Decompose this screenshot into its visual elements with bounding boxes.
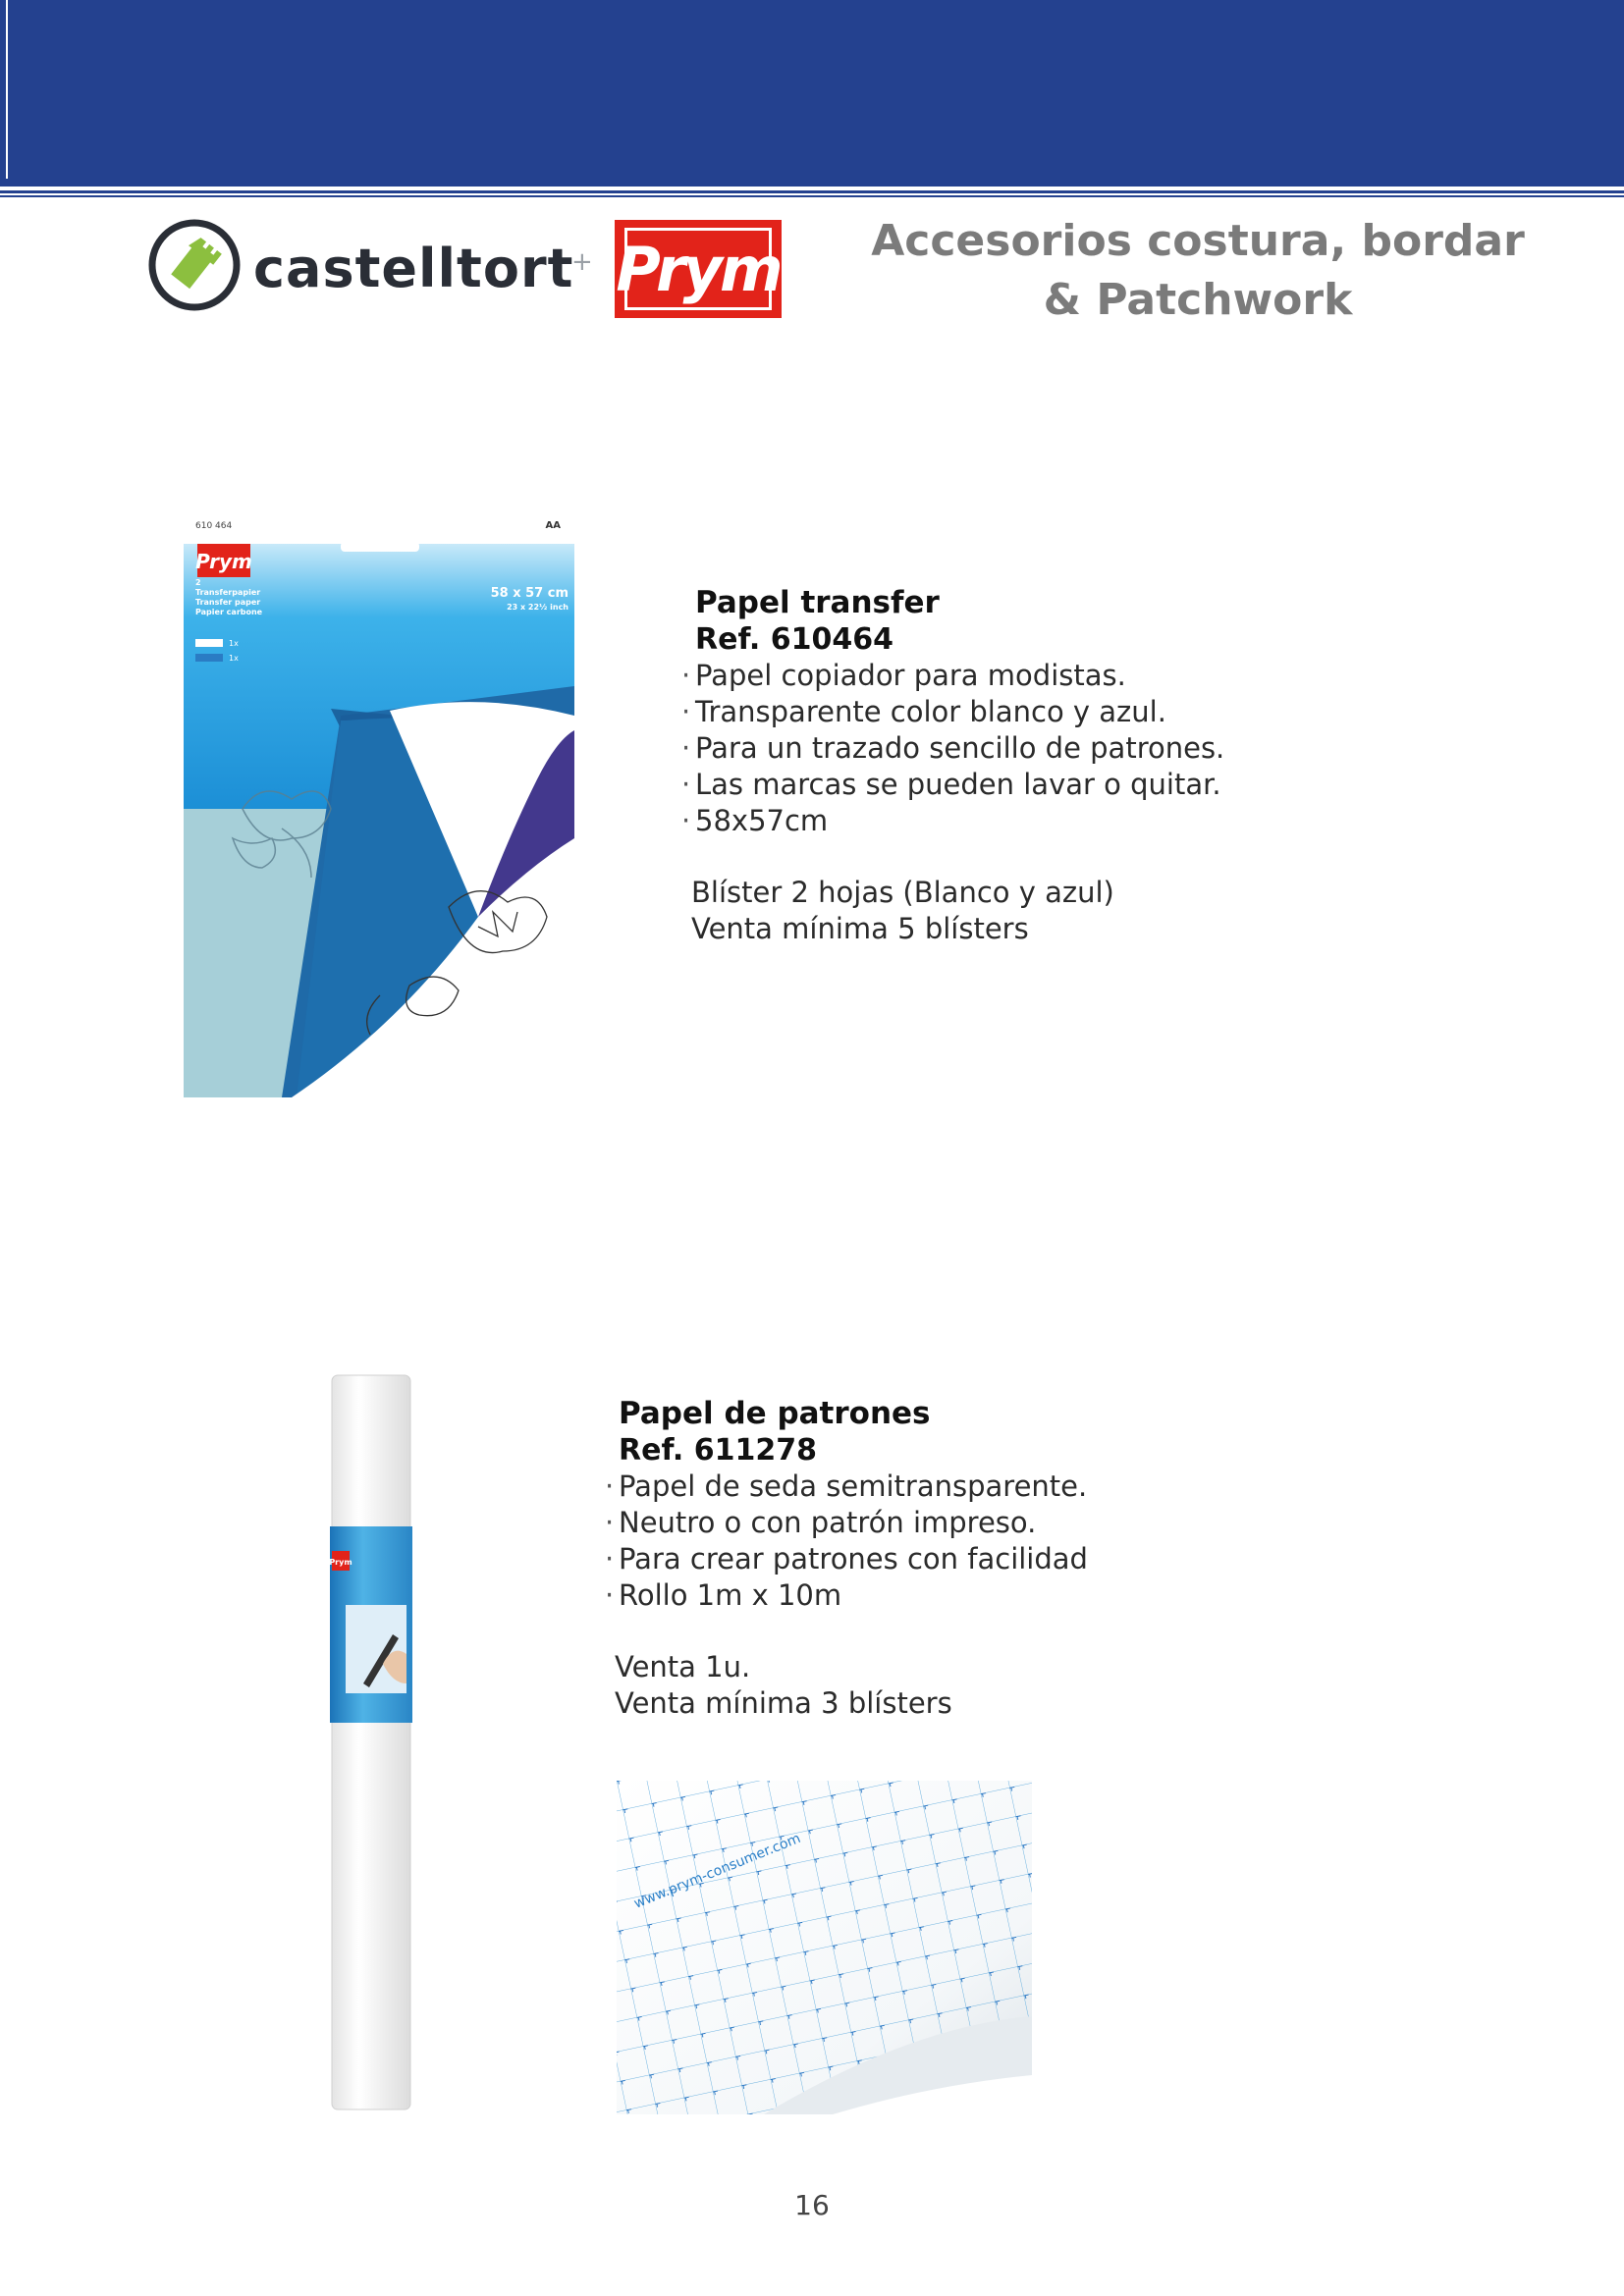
feature-item: · Las marcas se pueden lavar o quitar. <box>681 768 1221 801</box>
pkg-prym-text: Prym <box>195 550 252 573</box>
section-title-line-2: & Patchwork <box>1043 275 1353 325</box>
plus-sign: + <box>571 247 593 277</box>
castelltort-wordmark: castelltort <box>253 238 574 299</box>
pkg-size-cm: 58 x 57 cm <box>490 586 568 601</box>
castelltort-logo <box>147 218 574 312</box>
band-rule-1 <box>0 190 1624 193</box>
pkg-row-1: 1x <box>229 639 239 648</box>
prym-website-text: www.prym-consumer.com <box>631 1830 803 1912</box>
roll-illustration <box>324 1369 422 2115</box>
feature-item: · 58x57cm <box>681 804 829 837</box>
sale-note: Venta mínima 5 blísters <box>691 912 1029 945</box>
section-title <box>854 212 1542 330</box>
castelltort-tower-icon <box>147 218 242 312</box>
prym-logo-text: Prym <box>616 234 781 305</box>
sale-note: Blíster 2 hojas (Blanco y azul) <box>691 876 1114 909</box>
pkg-qty: 2 <box>195 578 201 587</box>
product-name: Papel de patrones <box>619 1396 931 1431</box>
feature-item: · Neutro o con patrón impreso. <box>605 1506 1037 1539</box>
grid-paper-illustration <box>617 1781 1032 2114</box>
prym-logo <box>615 220 782 318</box>
sale-note: Venta 1u. <box>615 1650 751 1683</box>
feature-item: · Para crear patrones con facilidad <box>605 1542 1088 1575</box>
pkg-badge: AA <box>545 520 561 531</box>
product-features <box>605 1468 1306 1614</box>
pattern-paper-detail-image <box>617 1781 1032 2114</box>
transfer-package-illustration <box>184 514 574 1097</box>
feature-item: · Transparente color blanco y azul. <box>681 695 1166 728</box>
band-rule-2 <box>0 195 1624 197</box>
feature-item: · Para un trazado sencillo de patrones. <box>681 731 1225 765</box>
pkg-row-2: 1x <box>229 654 239 663</box>
feature-item: · Papel de seda semitransparente. <box>605 1469 1088 1503</box>
papel-transfer-image <box>184 514 574 1097</box>
product-name: Papel transfer <box>695 585 940 620</box>
pkg-label-2: Transfer paper <box>195 598 261 607</box>
pkg-size-inch: 23 x 22½ inch <box>507 603 568 612</box>
page-number: 16 <box>794 2189 830 2221</box>
header-band <box>0 0 1624 187</box>
section-title-line-1: Accesorios costura, bordar <box>871 216 1525 266</box>
product-ref: Ref. 610464 <box>695 622 893 657</box>
pkg-code: 610 464 <box>195 521 233 531</box>
papel-transfer-info <box>681 585 1382 947</box>
feature-item: · Papel copiador para modistas. <box>681 659 1126 692</box>
sale-note: Venta mínima 3 blísters <box>615 1686 952 1720</box>
pkg-label-3: Papier carbone <box>195 608 263 616</box>
papel-patrones-info <box>605 1396 1306 1722</box>
band-inner-line <box>6 0 8 179</box>
feature-item: · Rollo 1m x 10m <box>605 1578 842 1612</box>
product-features <box>681 658 1382 839</box>
roll-prym-text: Prym <box>329 1558 352 1567</box>
papel-patrones-roll-image <box>324 1369 422 2115</box>
pkg-label-1: Transferpapier <box>195 588 261 597</box>
product-ref: Ref. 611278 <box>619 1433 817 1468</box>
